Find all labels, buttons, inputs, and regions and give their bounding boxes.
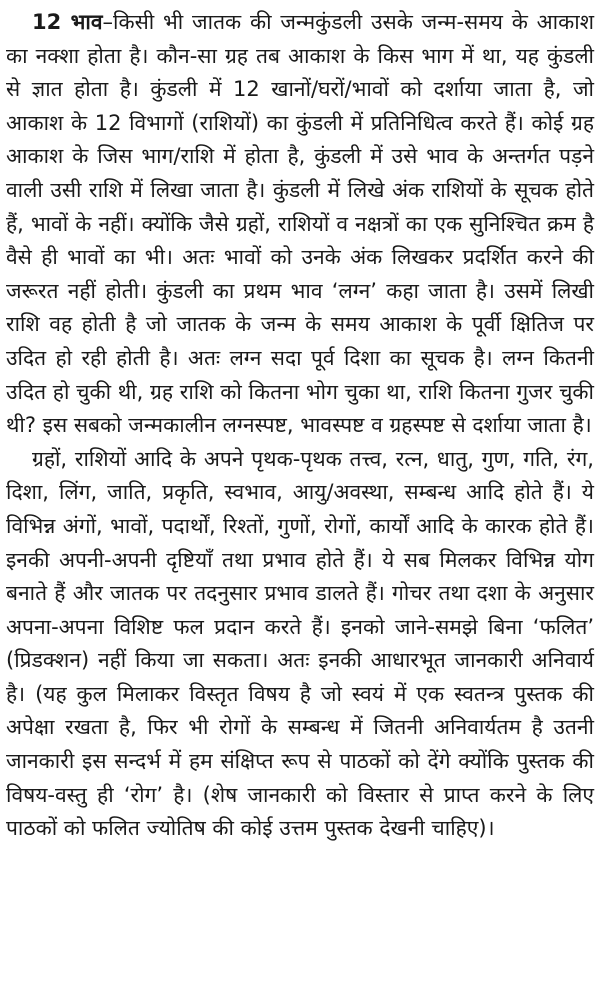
paragraph-planets-signs (6, 443, 594, 846)
paragraph-text: ग्रहों, राशियों आदि के अपने पृथक-पृथक तत्त्व, रत्न, धातु, गुण, गति, रंग, दिशा, लिंग, जाति, प्रकृति, स्वभाव, आयु/अवस्था, सम्बन्ध आदि होते हैं। ये विभिन्न अंगों, भावों, पदार्थों, रिश्तों, गुणों, रोगों, कार्यों आदि के कारक होते हैं। इनकी अपनी-अपनी दृष्टियाँ तथा प्रभाव होते हैं। ये सब मिलकर विभिन्न योग बनाते हैं और जातक पर तदनुसार प्रभाव डालते हैं। गोचर तथा दशा के अनुसार अपना-अपना विशिष्ट फल प्रदान करते हैं। इनको जाने-समझे बिना ‘फलित’ (प्रिडक्शन) नहीं किया जा सकता। अतः इनकी आधारभूत जानकारी अनिवार्य है। (यह कुल मिलाकर विस्तृत विषय है जो स्वयं में एक स्वतन्त्र पुस्तक की अपेक्षा रखता है, फिर भी रोगों के सम्बन्ध में जितनी अनिवार्यतम है उतनी जानकारी इस सन्दर्भ में हम संक्षिप्त रूप से पाठकों को देंगे क्योंकि पुस्तक की विषय-वस्तु ही ‘रोग’ है। (शेष जानकारी को विस्तार से प्राप्त करने के लिए पाठकों को फलित ज्योतिष की कोई उत्तम पुस्तक देखनी चाहिए)। (6, 446, 594, 841)
document-page (6, 6, 594, 983)
paragraph-houses (6, 6, 594, 443)
paragraph-text: –किसी भी जातक की जन्मकुंडली उसके जन्म-समय के आकाश का नक्शा होता है। कौन-सा ग्रह तब आकाश के किस भाग में था, यह कुंडली से ज्ञात होता है। कुंडली में 12 खानों/घरों/भावों को दर्शाया जाता है, जो आकाश के 12 विभागों (राशियों) का कुंडली में प्रतिनिधित्व करते हैं। कोई ग्रह आकाश के जिस भाग/राशि में होता है, कुंडली में उसे भाव के अन्तर्गत पड़ने वाली उसी राशि में लिखा जाता है। कुंडली में लिखे अंक राशियों के सूचक होते हैं, भावों के नहीं। क्योंकि जैसे ग्रहों, राशियों व नक्षत्रों का एक सुनिश्चित क्रम है वैसे ही भावों का भी। अतः भावों को उनके अंक लिखकर प्रदर्शित करने की जरूरत नहीं होती। कुंडली का प्रथम भाव ‘लग्न’ कहा जाता है। उसमें लिखी राशि वह होती है जो जातक के जन्म के समय आकाश के पूर्वी क्षितिज पर उदित हो रही होती है। अतः लग्न सदा पूर्व दिशा का सूचक है। लग्न कितनी उदित हो चुकी थी, ग्रह राशि को कितना भोग चुका था, राशि कितना गुजर चुकी थी? इस सबको जन्मकालीन लग्नस्पष्ट, भावस्पष्ट व ग्रहस्पष्ट से दर्शाया जाता है। (6, 10, 594, 438)
section-heading: 12 भाव (32, 10, 103, 34)
